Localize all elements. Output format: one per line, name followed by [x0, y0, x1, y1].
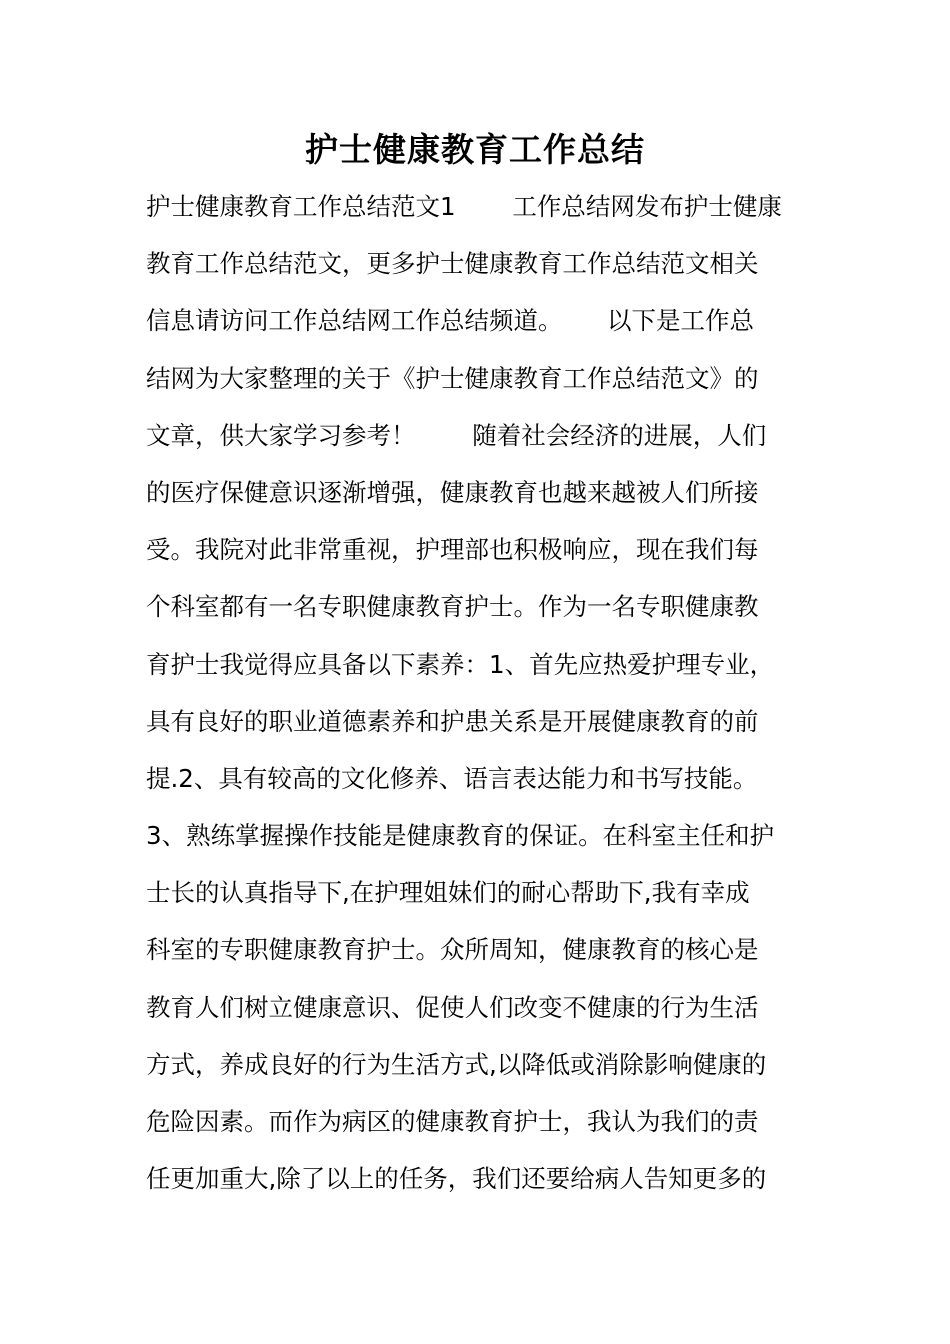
body-line: 具有良好的职业道德素养和护患关系是开展健康教育的前 [146, 706, 759, 736]
body-line: 文章，供大家学习参考！ 随着社会经济的进展，人们 [146, 420, 767, 450]
body-line: 育护士我觉得应具备以下素养：1、首先应热爱护理专业， [146, 649, 775, 679]
body-line: 3、熟练掌握操作技能是健康教育的保证。在科室主任和护 [146, 821, 775, 851]
body-line: 护士健康教育工作总结范文1 工作总结网发布护士健康 [146, 192, 782, 221]
body-line: 个科室都有一名专职健康教育护士。作为一名专职健康教 [146, 592, 759, 622]
body-line: 受。我院对此非常重视，护理部也积极响应，现在我们每 [146, 535, 759, 565]
body-line: 结网为大家整理的关于《护士健康教育工作总结范文》的 [146, 363, 759, 393]
body-line: 的医疗保健意识逐渐增强，健康教育也越来越被人们所接 [146, 477, 759, 507]
body-line: 信息请访问工作总结网工作总结频道。 以下是工作总 [146, 306, 755, 336]
body-line: 科室的专职健康教育护士。众所周知，健康教育的核心是 [146, 935, 759, 965]
body-line: 方式，养成良好的行为生活方式,以降低或消除影响健康的 [146, 1049, 767, 1079]
document-title: 护士健康教育工作总结 [305, 130, 645, 169]
document-body [146, 178, 826, 1207]
body-line: 教育人们树立健康意识、促使人们改变不健康的行为生活 [146, 992, 759, 1022]
body-line: 士长的认真指导下,在护理姐妹们的耐心帮助下,我有幸成 [146, 878, 750, 908]
body-line: 提.2、具有较高的文化修养、语言表达能力和书写技能。 [146, 763, 758, 793]
body-line: 教育工作总结范文，更多护士健康教育工作总结范文相关 [146, 249, 759, 279]
body-line: 任更加重大,除了以上的任务，我们还要给病人告知更多的 [146, 1164, 767, 1194]
body-line: 危险因素。而作为病区的健康教育护士，我认为我们的责 [146, 1107, 759, 1136]
